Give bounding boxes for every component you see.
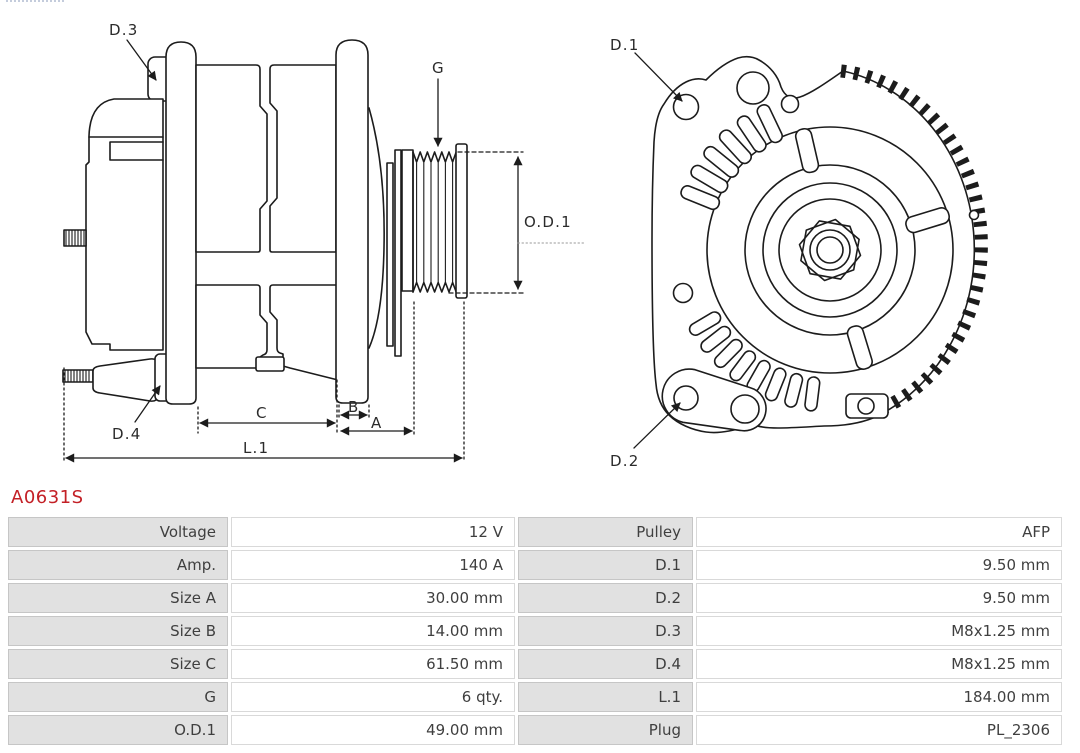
d1-pointer-line [635, 53, 682, 101]
shaft-spacer [387, 163, 393, 346]
bolt-hole-lower [731, 395, 759, 423]
spec-value-cell: 12 V [231, 517, 515, 547]
mount-hole-d1 [674, 95, 699, 120]
spec-label-cell: Size A [8, 583, 228, 613]
front-lug-left [166, 42, 196, 404]
spec-value-cell: PL_2306 [696, 715, 1062, 745]
shaft-nut [800, 220, 861, 281]
dim-label-d2: D.2 [610, 452, 640, 470]
spec-value-cell: 30.00 mm [231, 583, 515, 613]
spec-value-cell: 6 qty. [231, 682, 515, 712]
spec-label-cell: D.1 [518, 550, 693, 580]
dim-label-c: C [256, 404, 268, 422]
spec-value-cell: 9.50 mm [696, 583, 1062, 613]
spec-value-cell: 61.50 mm [231, 649, 515, 679]
side-hole [674, 284, 693, 303]
spec-value-cell: AFP [696, 517, 1062, 547]
spec-label-cell: Size C [8, 649, 228, 679]
terminal-stud-upper [64, 230, 86, 246]
spec-value-cell: 9.50 mm [696, 550, 1062, 580]
dim-label-a: A [371, 414, 383, 432]
bolt-hole-small [782, 96, 799, 113]
front-view-drawing [610, 36, 981, 470]
stator-body [196, 65, 338, 380]
spec-label-cell: D.2 [518, 583, 693, 613]
front-lug-right [336, 40, 368, 403]
d2-pointer-line [634, 403, 680, 448]
spec-value-cell: 140 A [231, 550, 515, 580]
spec-value-cell: M8x1.25 mm [696, 616, 1062, 646]
mount-hole-d2 [674, 386, 698, 410]
spec-label-cell: Pulley [518, 517, 693, 547]
spec-label-cell: G [8, 682, 228, 712]
dim-label-d4: D.4 [112, 425, 142, 443]
dim-label-b: B [348, 398, 360, 416]
spec-value-cell: M8x1.25 mm [696, 649, 1062, 679]
spec-table [8, 517, 1062, 745]
spec-label-cell: D.4 [518, 649, 693, 679]
side-view-drawing [63, 21, 584, 462]
spec-value-cell: 14.00 mm [231, 616, 515, 646]
dim-label-od1: O.D.1 [524, 213, 572, 231]
bolt-hole-large [737, 72, 769, 104]
spec-value-cell: 184.00 mm [696, 682, 1062, 712]
dim-label-d3: D.3 [109, 21, 139, 39]
terminal-boot [93, 359, 158, 401]
part-number: A0631S [11, 487, 84, 508]
edge-pin-hole [970, 211, 979, 220]
bracket-foot-hole [858, 398, 874, 414]
spec-label-cell: O.D.1 [8, 715, 228, 745]
spec-label-cell: L.1 [518, 682, 693, 712]
spec-label-cell: Size B [8, 616, 228, 646]
dim-label-l1: L.1 [243, 439, 270, 457]
spec-label-cell: D.3 [518, 616, 693, 646]
spec-value-cell: 49.00 mm [231, 715, 515, 745]
spec-label-cell: Voltage [8, 517, 228, 547]
spec-label-cell: Amp. [8, 550, 228, 580]
pulley [402, 144, 467, 298]
dim-label-d1: D.1 [610, 36, 640, 54]
fan-silhouette [369, 108, 384, 348]
shaft-spacer [395, 150, 401, 356]
terminal-stud-lower [63, 370, 93, 382]
spec-label-cell: Plug [518, 715, 693, 745]
dim-label-g: G [432, 59, 445, 77]
